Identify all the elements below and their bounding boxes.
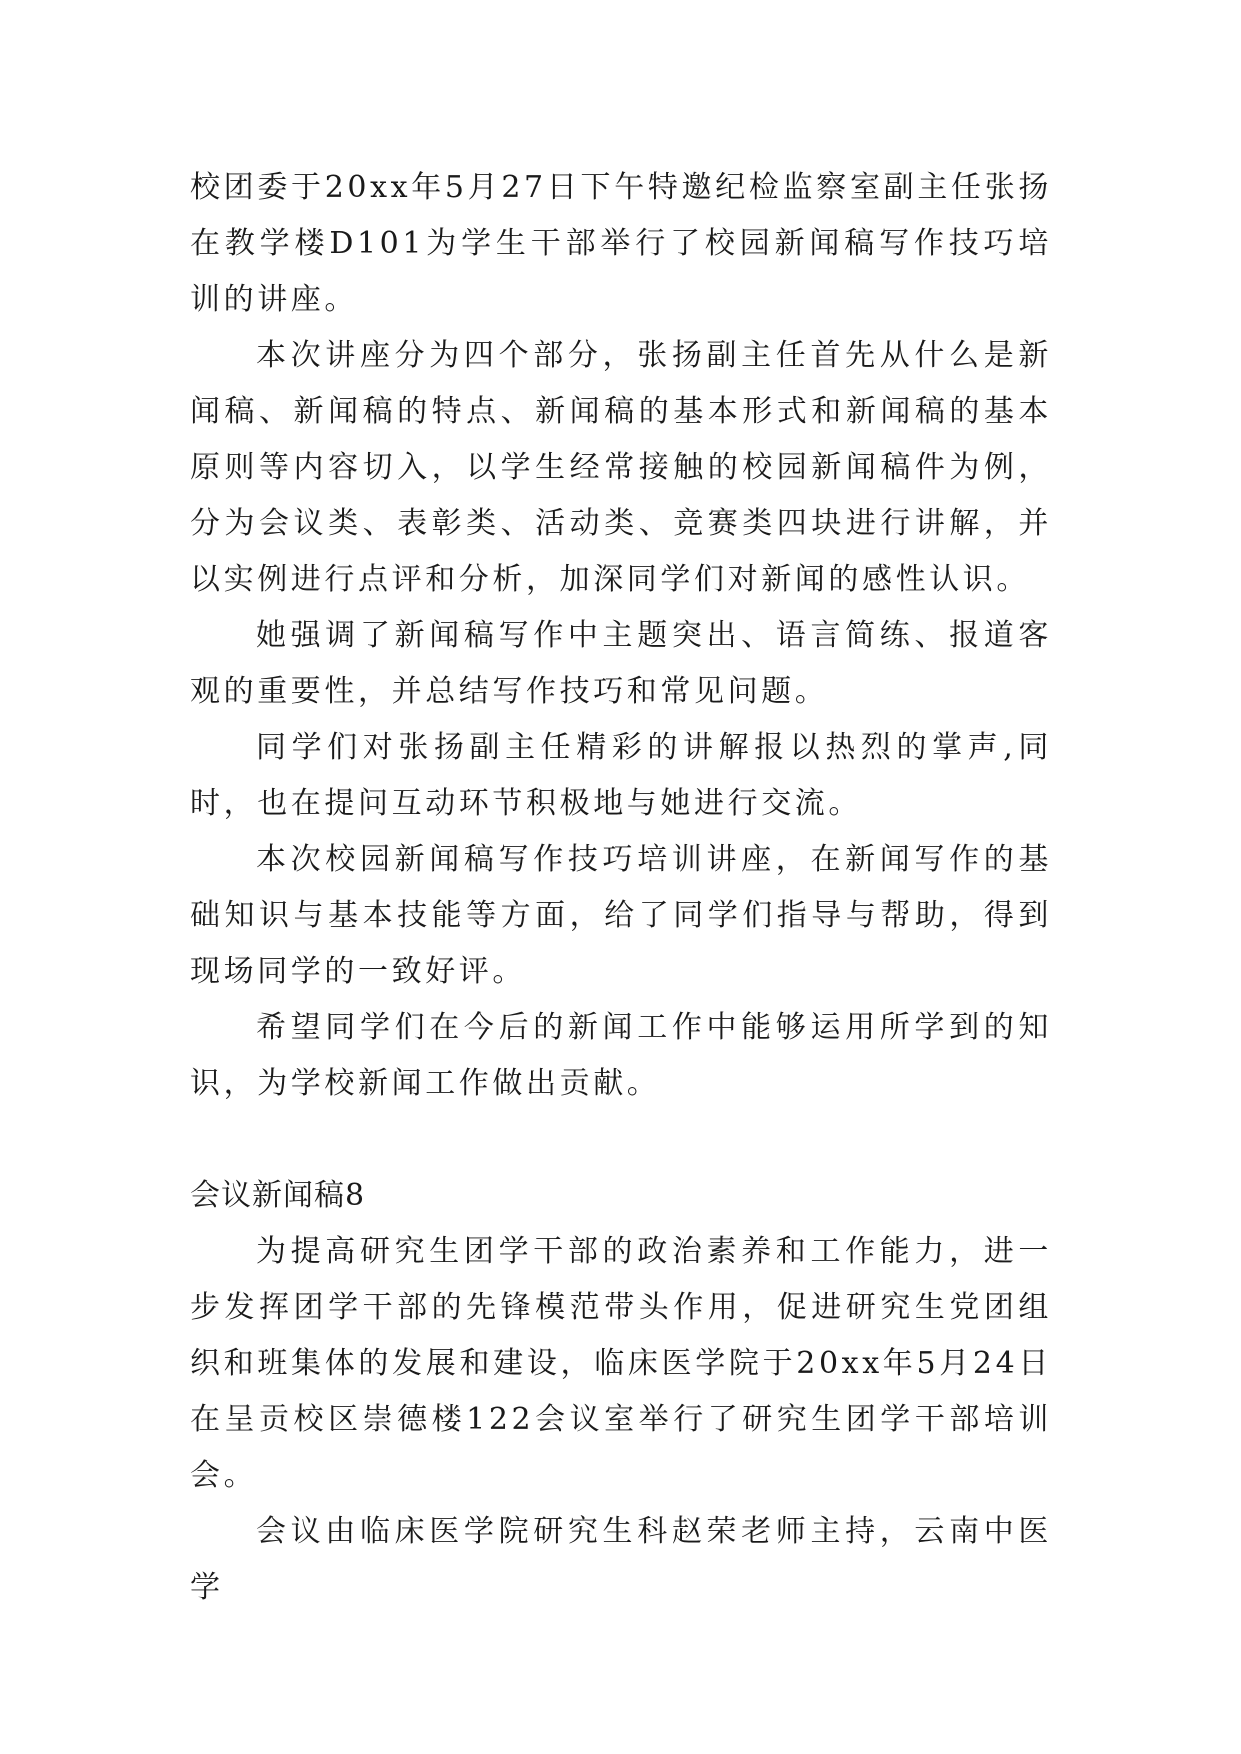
paragraph-intro: 校团委于20xx年5月27日下午特邀纪检监察室副主任张扬在教学楼D101为学生干部举行了校园新闻稿写作技巧培训的讲座。	[190, 170, 1052, 317]
document-page	[190, 160, 1052, 1616]
paragraph-meeting-host: 会议由临床医学院研究生科赵荣老师主持，云南中医学	[190, 1514, 1052, 1605]
paragraph-training-meeting: 为提高研究生团学干部的政治素养和工作能力，进一步发挥团学干部的先锋模范带头作用，促进研究生党团组织和班集体的发展和建设，临床医学院于20xx年5月24日在呈贡校区崇德楼122会议室举行了研究生团学干部培训会。	[190, 1234, 1052, 1493]
paragraph-hope: 希望同学们在今后的新闻工作中能够运用所学到的知识，为学校新闻工作做出贡献。	[190, 1010, 1052, 1101]
section-heading: 会议新闻稿8	[190, 1178, 366, 1213]
paragraph-evaluation: 本次校园新闻稿写作技巧培训讲座，在新闻写作的基础知识与基本技能等方面，给了同学们指导与帮助，得到现场同学的一致好评。	[190, 842, 1052, 989]
paragraph-lecture-structure: 本次讲座分为四个部分，张扬副主任首先从什么是新闻稿、新闻稿的特点、新闻稿的基本形式和新闻稿的基本原则等内容切入，以学生经常接触的校园新闻稿件为例，分为会议类、表彰类、活动类、竞赛类四块进行讲解，并以实例进行点评和分析，加深同学们对新闻的感性认识。	[190, 338, 1052, 597]
paragraph-applause: 同学们对张扬副主任精彩的讲解报以热烈的掌声,同时，也在提问互动环节积极地与她进行交流。	[190, 730, 1052, 821]
paragraph-emphasis: 她强调了新闻稿写作中主题突出、语言简练、报道客观的重要性，并总结写作技巧和常见问题。	[190, 618, 1052, 709]
